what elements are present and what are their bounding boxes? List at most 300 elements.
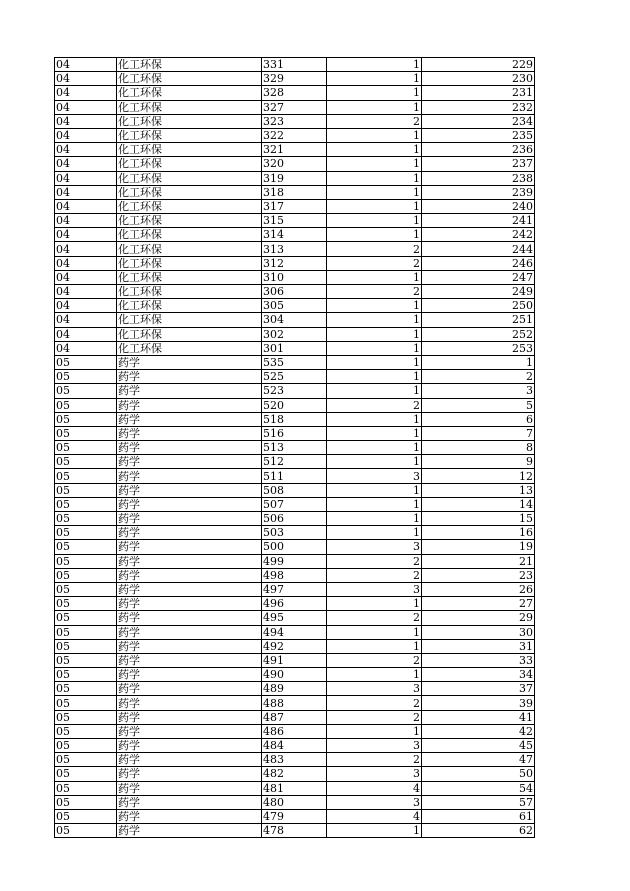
cell-cumulative: 247 (422, 270, 535, 284)
cell-major: 药学 (117, 611, 262, 625)
cell-cumulative: 19 (422, 540, 535, 554)
cell-cumulative: 62 (422, 824, 535, 838)
cell-major: 药学 (117, 824, 262, 838)
cell-score: 302 (262, 327, 327, 341)
table-row (55, 384, 535, 398)
cell-count: 3 (327, 739, 422, 753)
table-row (55, 639, 535, 653)
cell-cumulative: 250 (422, 299, 535, 313)
cell-score: 323 (262, 114, 327, 128)
table-row (55, 739, 535, 753)
table-row (55, 682, 535, 696)
cell-score: 500 (262, 540, 327, 554)
cell-count: 1 (327, 625, 422, 639)
cell-cumulative: 50 (422, 767, 535, 781)
cell-code: 05 (55, 710, 117, 724)
cell-count: 4 (327, 809, 422, 823)
cell-code: 04 (55, 214, 117, 228)
cell-count: 1 (327, 58, 422, 72)
table-row (55, 86, 535, 100)
cell-score: 481 (262, 781, 327, 795)
cell-count: 1 (327, 597, 422, 611)
cell-count: 1 (327, 526, 422, 540)
cell-code: 05 (55, 597, 117, 611)
cell-cumulative: 13 (422, 483, 535, 497)
cell-code: 04 (55, 199, 117, 213)
table-row (55, 497, 535, 511)
cell-major: 药学 (117, 781, 262, 795)
cell-count: 1 (327, 214, 422, 228)
cell-count: 2 (327, 554, 422, 568)
cell-score: 315 (262, 214, 327, 228)
table-row (55, 540, 535, 554)
cell-cumulative: 238 (422, 171, 535, 185)
cell-count: 1 (327, 384, 422, 398)
cell-major: 化工环保 (117, 270, 262, 284)
cell-score: 306 (262, 285, 327, 299)
cell-code: 05 (55, 483, 117, 497)
cell-cumulative: 14 (422, 497, 535, 511)
cell-code: 05 (55, 682, 117, 696)
cell-code: 04 (55, 143, 117, 157)
cell-count: 1 (327, 668, 422, 682)
cell-count: 2 (327, 256, 422, 270)
cell-score: 319 (262, 171, 327, 185)
cell-code: 05 (55, 384, 117, 398)
cell-count: 1 (327, 370, 422, 384)
table-row (55, 753, 535, 767)
cell-code: 04 (55, 185, 117, 199)
cell-count: 3 (327, 767, 422, 781)
cell-major: 药学 (117, 696, 262, 710)
cell-score: 511 (262, 469, 327, 483)
table-row (55, 341, 535, 355)
table-row (55, 370, 535, 384)
cell-code: 04 (55, 157, 117, 171)
table-row (55, 114, 535, 128)
cell-code: 05 (55, 781, 117, 795)
cell-score: 494 (262, 625, 327, 639)
cell-score: 496 (262, 597, 327, 611)
cell-score: 506 (262, 512, 327, 526)
cell-major: 药学 (117, 682, 262, 696)
cell-count: 1 (327, 412, 422, 426)
table-row (55, 526, 535, 540)
table-row (55, 483, 535, 497)
cell-cumulative: 240 (422, 199, 535, 213)
cell-score: 525 (262, 370, 327, 384)
cell-major: 药学 (117, 767, 262, 781)
cell-count: 1 (327, 483, 422, 497)
cell-major: 药学 (117, 625, 262, 639)
cell-major: 药学 (117, 483, 262, 497)
cell-score: 318 (262, 185, 327, 199)
cell-cumulative: 21 (422, 554, 535, 568)
cell-score: 478 (262, 824, 327, 838)
cell-code: 04 (55, 299, 117, 313)
cell-count: 1 (327, 426, 422, 440)
cell-score: 314 (262, 228, 327, 242)
cell-count: 3 (327, 469, 422, 483)
cell-score: 516 (262, 426, 327, 440)
cell-code: 05 (55, 554, 117, 568)
cell-count: 1 (327, 199, 422, 213)
cell-count: 1 (327, 228, 422, 242)
cell-major: 药学 (117, 668, 262, 682)
cell-cumulative: 244 (422, 242, 535, 256)
cell-count: 1 (327, 824, 422, 838)
cell-major: 药学 (117, 512, 262, 526)
cell-score: 327 (262, 100, 327, 114)
cell-major: 药学 (117, 639, 262, 653)
cell-code: 05 (55, 398, 117, 412)
cell-count: 1 (327, 86, 422, 100)
cell-cumulative: 236 (422, 143, 535, 157)
cell-count: 1 (327, 455, 422, 469)
cell-count: 1 (327, 639, 422, 653)
cell-code: 05 (55, 767, 117, 781)
cell-code: 05 (55, 653, 117, 667)
table-row (55, 412, 535, 426)
cell-code: 04 (55, 58, 117, 72)
cell-code: 05 (55, 370, 117, 384)
cell-major: 化工环保 (117, 299, 262, 313)
cell-code: 04 (55, 228, 117, 242)
cell-count: 1 (327, 327, 422, 341)
cell-count: 1 (327, 157, 422, 171)
cell-cumulative: 1 (422, 355, 535, 369)
cell-count: 1 (327, 143, 422, 157)
cell-count: 1 (327, 100, 422, 114)
cell-cumulative: 242 (422, 228, 535, 242)
table-row (55, 625, 535, 639)
table-row (55, 710, 535, 724)
cell-major: 化工环保 (117, 86, 262, 100)
cell-cumulative: 42 (422, 724, 535, 738)
cell-score: 488 (262, 696, 327, 710)
cell-count: 2 (327, 285, 422, 299)
cell-cumulative: 252 (422, 327, 535, 341)
cell-count: 1 (327, 185, 422, 199)
cell-cumulative: 16 (422, 526, 535, 540)
table-row (55, 455, 535, 469)
cell-code: 05 (55, 639, 117, 653)
cell-code: 04 (55, 128, 117, 142)
cell-count: 2 (327, 242, 422, 256)
table-row (55, 143, 535, 157)
table-row (55, 582, 535, 596)
cell-score: 490 (262, 668, 327, 682)
cell-cumulative: 41 (422, 710, 535, 724)
table-row (55, 809, 535, 823)
cell-code: 04 (55, 100, 117, 114)
cell-major: 化工环保 (117, 327, 262, 341)
cell-major: 药学 (117, 809, 262, 823)
cell-count: 3 (327, 540, 422, 554)
cell-major: 化工环保 (117, 185, 262, 199)
cell-code: 05 (55, 724, 117, 738)
cell-code: 05 (55, 526, 117, 540)
table-row (55, 199, 535, 213)
cell-major: 化工环保 (117, 256, 262, 270)
cell-code: 04 (55, 114, 117, 128)
cell-code: 04 (55, 270, 117, 284)
cell-code: 05 (55, 795, 117, 809)
cell-code: 04 (55, 242, 117, 256)
cell-cumulative: 39 (422, 696, 535, 710)
cell-score: 489 (262, 682, 327, 696)
cell-count: 2 (327, 653, 422, 667)
cell-count: 2 (327, 710, 422, 724)
cell-code: 05 (55, 355, 117, 369)
cell-count: 1 (327, 512, 422, 526)
cell-count: 3 (327, 682, 422, 696)
score-table-body (55, 58, 535, 838)
cell-major: 化工环保 (117, 228, 262, 242)
cell-score: 498 (262, 568, 327, 582)
cell-cumulative: 47 (422, 753, 535, 767)
cell-major: 化工环保 (117, 128, 262, 142)
cell-major: 药学 (117, 412, 262, 426)
cell-code: 04 (55, 285, 117, 299)
table-row (55, 100, 535, 114)
cell-count: 1 (327, 171, 422, 185)
cell-score: 479 (262, 809, 327, 823)
table-row (55, 767, 535, 781)
table-row (55, 58, 535, 72)
cell-cumulative: 15 (422, 512, 535, 526)
table-row (55, 171, 535, 185)
cell-code: 05 (55, 469, 117, 483)
table-row (55, 242, 535, 256)
cell-score: 310 (262, 270, 327, 284)
table-row (55, 795, 535, 809)
cell-score: 503 (262, 526, 327, 540)
table-row (55, 441, 535, 455)
cell-major: 药学 (117, 582, 262, 596)
cell-code: 05 (55, 668, 117, 682)
cell-score: 322 (262, 128, 327, 142)
table-row (55, 285, 535, 299)
cell-score: 483 (262, 753, 327, 767)
cell-cumulative: 7 (422, 426, 535, 440)
cell-code: 05 (55, 455, 117, 469)
cell-major: 药学 (117, 540, 262, 554)
cell-major: 药学 (117, 355, 262, 369)
cell-score: 499 (262, 554, 327, 568)
cell-code: 05 (55, 625, 117, 639)
cell-cumulative: 34 (422, 668, 535, 682)
cell-major: 化工环保 (117, 285, 262, 299)
cell-score: 518 (262, 412, 327, 426)
cell-cumulative: 27 (422, 597, 535, 611)
cell-cumulative: 31 (422, 639, 535, 653)
cell-score: 491 (262, 653, 327, 667)
cell-cumulative: 61 (422, 809, 535, 823)
cell-code: 04 (55, 341, 117, 355)
cell-cumulative: 229 (422, 58, 535, 72)
cell-major: 药学 (117, 526, 262, 540)
cell-major: 药学 (117, 753, 262, 767)
table-row (55, 355, 535, 369)
table-row (55, 597, 535, 611)
cell-code: 05 (55, 568, 117, 582)
cell-count: 1 (327, 299, 422, 313)
cell-score: 512 (262, 455, 327, 469)
table-row (55, 426, 535, 440)
cell-score: 312 (262, 256, 327, 270)
cell-cumulative: 235 (422, 128, 535, 142)
cell-score: 480 (262, 795, 327, 809)
cell-code: 05 (55, 696, 117, 710)
cell-cumulative: 234 (422, 114, 535, 128)
cell-code: 05 (55, 412, 117, 426)
table-row (55, 256, 535, 270)
cell-code: 04 (55, 313, 117, 327)
cell-count: 1 (327, 724, 422, 738)
cell-score: 331 (262, 58, 327, 72)
cell-major: 药学 (117, 568, 262, 582)
table-row (55, 398, 535, 412)
cell-count: 1 (327, 497, 422, 511)
cell-score: 320 (262, 157, 327, 171)
cell-major: 药学 (117, 441, 262, 455)
cell-major: 药学 (117, 653, 262, 667)
table-row (55, 568, 535, 582)
table-row (55, 214, 535, 228)
table-row (55, 313, 535, 327)
score-table (54, 57, 535, 838)
cell-cumulative: 5 (422, 398, 535, 412)
cell-major: 药学 (117, 497, 262, 511)
cell-count: 2 (327, 696, 422, 710)
table-row (55, 611, 535, 625)
cell-major: 化工环保 (117, 199, 262, 213)
table-row (55, 824, 535, 838)
cell-score: 301 (262, 341, 327, 355)
cell-major: 药学 (117, 455, 262, 469)
cell-count: 4 (327, 781, 422, 795)
cell-cumulative: 232 (422, 100, 535, 114)
cell-count: 2 (327, 753, 422, 767)
table-row (55, 128, 535, 142)
cell-cumulative: 23 (422, 568, 535, 582)
cell-cumulative: 246 (422, 256, 535, 270)
cell-count: 3 (327, 795, 422, 809)
cell-major: 化工环保 (117, 114, 262, 128)
cell-major: 化工环保 (117, 341, 262, 355)
cell-cumulative: 54 (422, 781, 535, 795)
cell-score: 513 (262, 441, 327, 455)
cell-score: 508 (262, 483, 327, 497)
cell-cumulative: 2 (422, 370, 535, 384)
cell-code: 04 (55, 256, 117, 270)
cell-count: 1 (327, 355, 422, 369)
cell-major: 化工环保 (117, 143, 262, 157)
cell-major: 药学 (117, 370, 262, 384)
cell-cumulative: 45 (422, 739, 535, 753)
cell-score: 507 (262, 497, 327, 511)
cell-major: 药学 (117, 597, 262, 611)
cell-major: 化工环保 (117, 72, 262, 86)
cell-cumulative: 251 (422, 313, 535, 327)
cell-count: 2 (327, 114, 422, 128)
table-row (55, 653, 535, 667)
cell-code: 04 (55, 171, 117, 185)
cell-score: 482 (262, 767, 327, 781)
cell-score: 497 (262, 582, 327, 596)
cell-major: 化工环保 (117, 242, 262, 256)
cell-score: 520 (262, 398, 327, 412)
cell-code: 05 (55, 753, 117, 767)
table-row (55, 554, 535, 568)
cell-cumulative: 37 (422, 682, 535, 696)
cell-cumulative: 30 (422, 625, 535, 639)
cell-code: 05 (55, 824, 117, 838)
cell-code: 05 (55, 426, 117, 440)
cell-count: 1 (327, 441, 422, 455)
cell-cumulative: 230 (422, 72, 535, 86)
cell-major: 药学 (117, 724, 262, 738)
cell-code: 05 (55, 512, 117, 526)
cell-code: 04 (55, 72, 117, 86)
cell-score: 486 (262, 724, 327, 738)
table-row (55, 157, 535, 171)
table-row (55, 327, 535, 341)
cell-cumulative: 29 (422, 611, 535, 625)
cell-cumulative: 253 (422, 341, 535, 355)
table-row (55, 512, 535, 526)
cell-cumulative: 12 (422, 469, 535, 483)
cell-major: 药学 (117, 795, 262, 809)
cell-code: 04 (55, 86, 117, 100)
cell-code: 05 (55, 441, 117, 455)
cell-major: 药学 (117, 554, 262, 568)
cell-major: 药学 (117, 426, 262, 440)
cell-cumulative: 57 (422, 795, 535, 809)
cell-major: 药学 (117, 398, 262, 412)
table-row (55, 724, 535, 738)
cell-code: 05 (55, 582, 117, 596)
cell-major: 化工环保 (117, 157, 262, 171)
cell-code: 05 (55, 540, 117, 554)
table-row (55, 469, 535, 483)
cell-major: 化工环保 (117, 171, 262, 185)
cell-score: 317 (262, 199, 327, 213)
cell-count: 1 (327, 270, 422, 284)
cell-score: 484 (262, 739, 327, 753)
cell-cumulative: 8 (422, 441, 535, 455)
table-row (55, 696, 535, 710)
cell-major: 化工环保 (117, 214, 262, 228)
table-row (55, 72, 535, 86)
cell-cumulative: 26 (422, 582, 535, 596)
cell-score: 313 (262, 242, 327, 256)
cell-code: 05 (55, 739, 117, 753)
cell-cumulative: 239 (422, 185, 535, 199)
cell-score: 487 (262, 710, 327, 724)
cell-count: 1 (327, 341, 422, 355)
cell-cumulative: 231 (422, 86, 535, 100)
cell-count: 1 (327, 313, 422, 327)
cell-score: 535 (262, 355, 327, 369)
cell-major: 化工环保 (117, 100, 262, 114)
cell-count: 1 (327, 72, 422, 86)
cell-code: 05 (55, 497, 117, 511)
table-row (55, 228, 535, 242)
table-row (55, 781, 535, 795)
cell-score: 492 (262, 639, 327, 653)
